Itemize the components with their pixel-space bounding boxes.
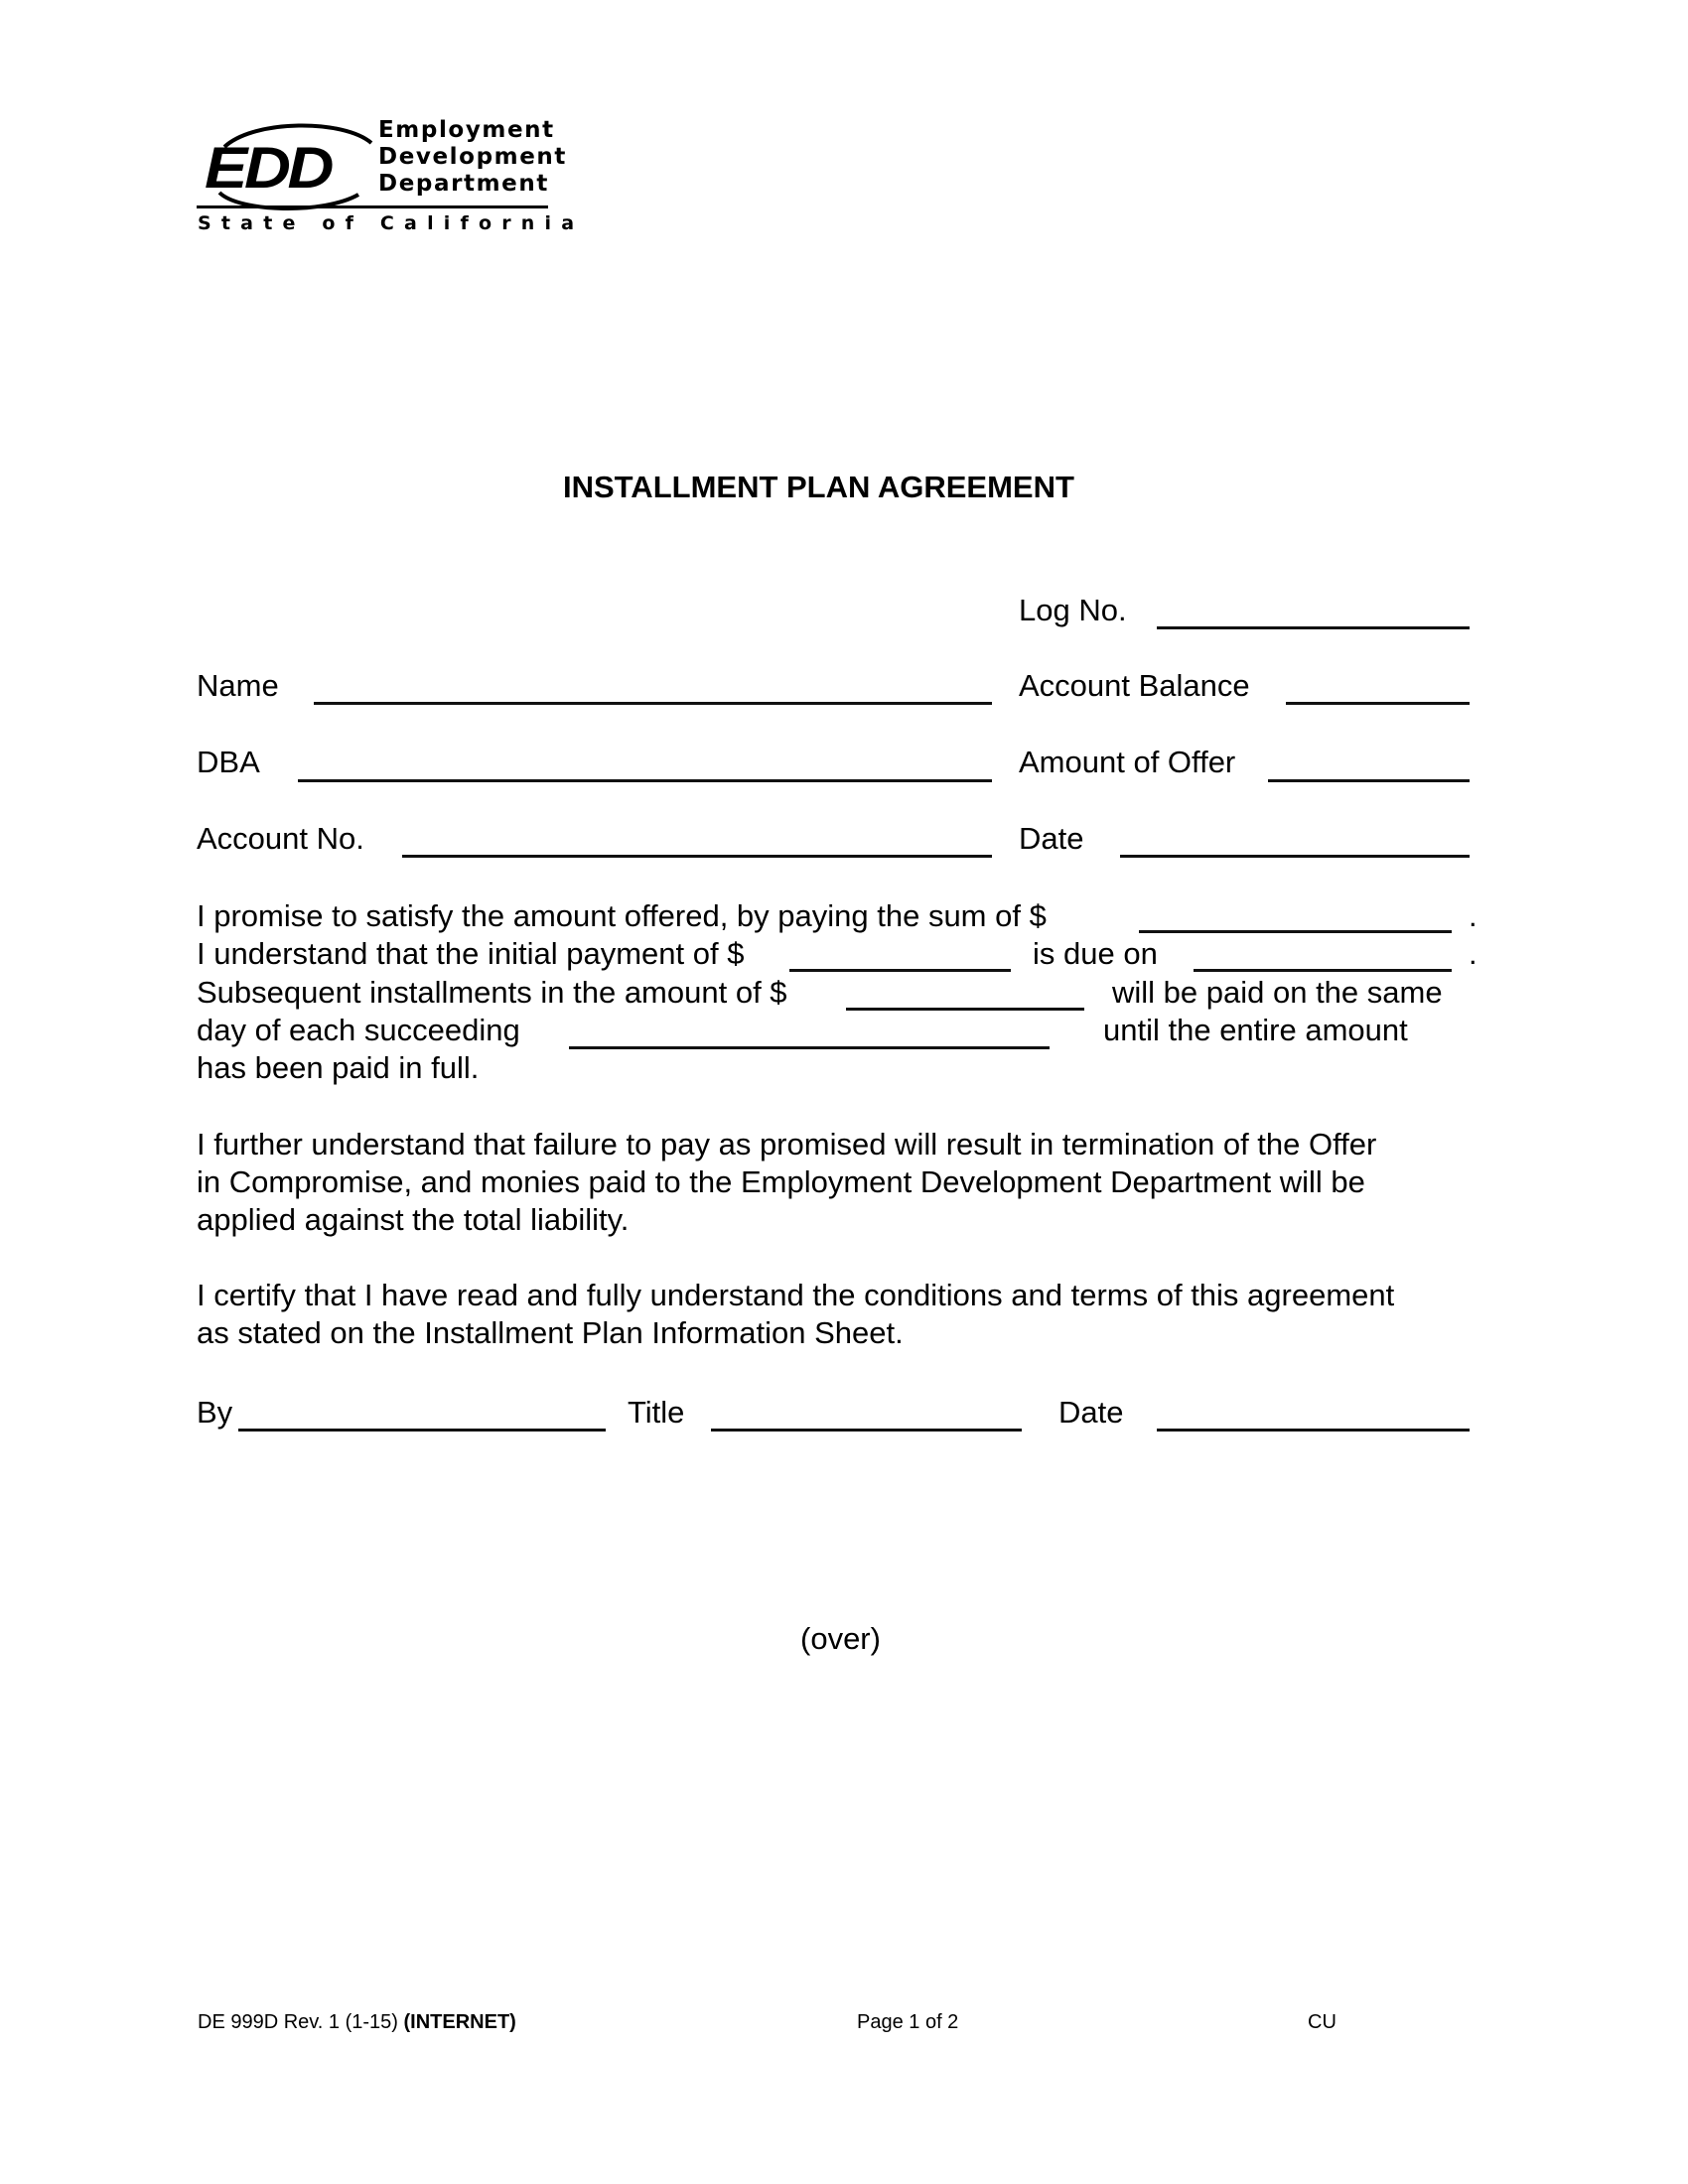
over-note: (over) (800, 1621, 881, 1656)
edd-logo-line-employment: Employment (378, 117, 555, 143)
edd-logo-divider (197, 205, 548, 208)
signature-date-field[interactable] (1157, 1402, 1470, 1432)
promise-line-2-period: . (1469, 936, 1477, 971)
promise-line-1-text: I promise to satisfy the amount offered, by paying the sum of $ (197, 898, 1047, 933)
page-number: Page 1 of 2 (857, 2011, 959, 2033)
amount-of-offer-field[interactable] (1268, 752, 1470, 782)
form-code: CU (1308, 2011, 1336, 2033)
account-balance-label: Account Balance (1019, 668, 1250, 703)
failure-line-3: applied against the total liability. (197, 1202, 630, 1237)
account-no-label: Account No. (197, 821, 364, 856)
promise-line-3-tail: will be paid on the same (1112, 975, 1443, 1010)
log-no-field[interactable] (1157, 600, 1470, 629)
promise-sum-field[interactable] (1139, 903, 1452, 933)
by-signature-field[interactable] (238, 1402, 606, 1432)
failure-line-2: in Compromise, and monies paid to the Employment Development Department will be (197, 1164, 1365, 1199)
form-id (198, 2012, 516, 2032)
due-date-field[interactable] (1194, 942, 1452, 972)
dba-label: DBA (197, 745, 260, 779)
edd-logo-line-development: Development (378, 144, 567, 170)
form-channel: (INTERNET) (403, 2011, 516, 2033)
date-field[interactable] (1120, 828, 1470, 858)
signature-date-label: Date (1058, 1395, 1124, 1430)
name-field[interactable] (314, 675, 992, 705)
page-title: INSTALLMENT PLAN AGREEMENT (563, 470, 1074, 504)
certify-line-2: as stated on the Installment Plan Information Sheet. (197, 1315, 904, 1350)
promise-line-4-tail: until the entire amount (1103, 1013, 1408, 1047)
account-no-field[interactable] (402, 828, 992, 858)
edd-logo-state: State of California (198, 212, 585, 234)
promise-line-1-period: . (1469, 898, 1477, 933)
edd-logo-mark: EDD (205, 136, 332, 201)
installment-period-field[interactable] (569, 1020, 1050, 1049)
certify-line-1: I certify that I have read and fully understand the conditions and terms of this agreement (197, 1278, 1395, 1312)
by-label: By (197, 1395, 233, 1430)
signer-title-field[interactable] (711, 1402, 1022, 1432)
dba-field[interactable] (298, 752, 992, 782)
name-label: Name (197, 668, 279, 703)
form-id-number: DE 999D Rev. 1 (1-15) (198, 2011, 398, 2033)
promise-line-3-text: Subsequent installments in the amount of $ (197, 975, 787, 1010)
promise-line-2-mid: is due on (1033, 936, 1158, 971)
title-label: Title (628, 1395, 685, 1430)
log-no-label: Log No. (1019, 593, 1127, 627)
account-balance-field[interactable] (1286, 675, 1470, 705)
amount-of-offer-label: Amount of Offer (1019, 745, 1236, 779)
initial-payment-field[interactable] (789, 942, 1011, 972)
installment-amount-field[interactable] (846, 981, 1084, 1011)
promise-line-2-text: I understand that the initial payment of $ (197, 936, 745, 971)
failure-line-1: I further understand that failure to pay as promised will result in termination of the Offer (197, 1127, 1377, 1161)
edd-logo-line-department: Department (378, 171, 549, 197)
date-label: Date (1019, 821, 1084, 856)
promise-line-4-text: day of each succeeding (197, 1013, 520, 1047)
promise-line-5-text: has been paid in full. (197, 1050, 480, 1085)
